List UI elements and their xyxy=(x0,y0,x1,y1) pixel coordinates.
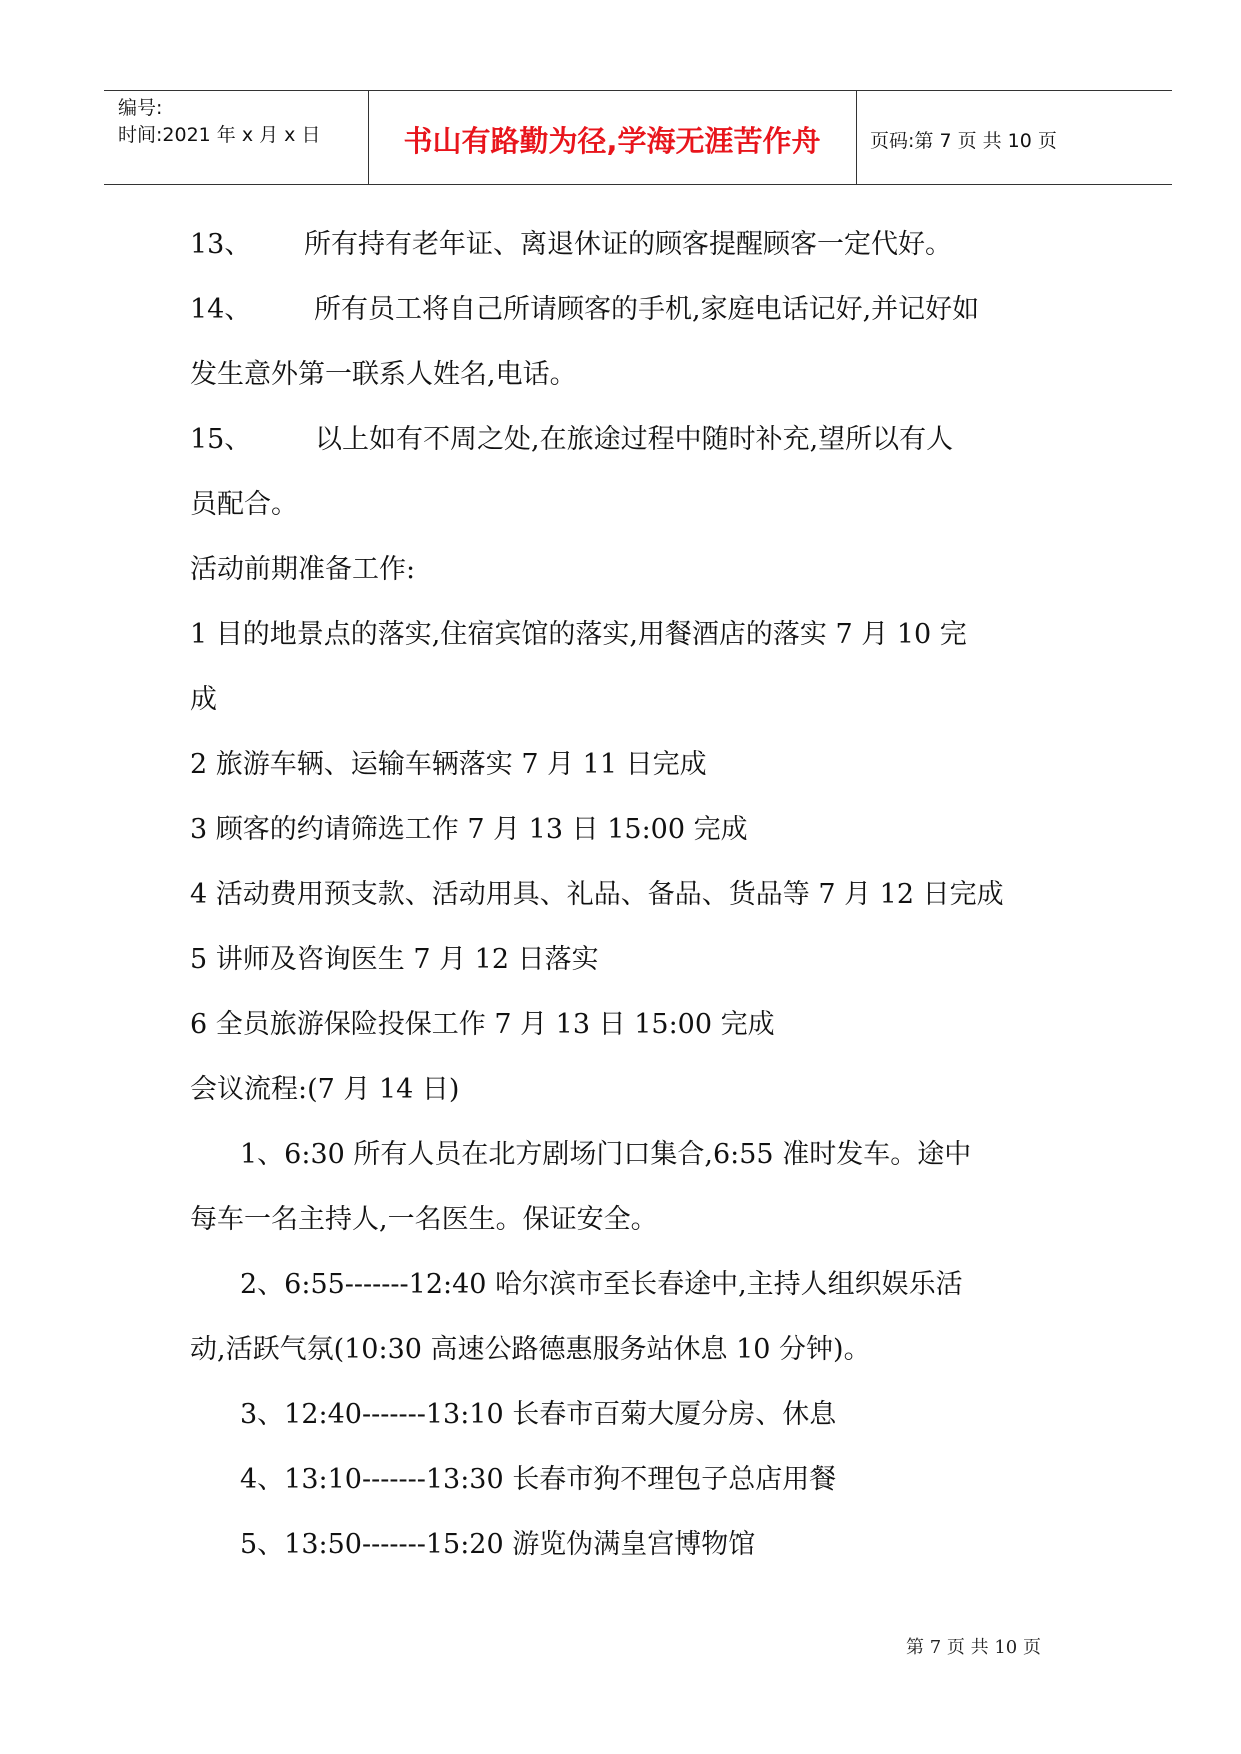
item-text: 所有持有老年证、离退休证的顾客提醒顾客一定代好。 xyxy=(304,229,952,260)
item-text: 所有员工将自己所请顾客的手机,家庭电话记好,并记好如 xyxy=(314,294,980,325)
list-item-14-continued: 发生意外第一联系人姓名,电话。 xyxy=(190,359,577,390)
number-label: 编号: xyxy=(118,97,163,119)
prep-item-4: 4 活动费用预支款、活动用具、礼品、备品、货品等 7 月 12 日完成 xyxy=(190,879,1004,910)
list-item-15 xyxy=(190,423,953,457)
motto-text: 书山有路勤为径,学海无涯苦作舟 xyxy=(403,124,821,158)
flow-item-5: 5、13:50-------15:20 游览伪满皇宫博物馆 xyxy=(240,1529,756,1560)
flow-item-2-continued: 动,活跃气氛(10:30 高速公路德惠服务站休息 10 分钟)。 xyxy=(190,1334,871,1365)
page-label: 页码:第 7 页 共 10 页 xyxy=(870,130,1057,152)
flow-item-3: 3、12:40-------13:10 长春市百菊大厦分房、休息 xyxy=(240,1399,837,1430)
list-item-15-continued: 员配合。 xyxy=(190,489,298,520)
time-label: 时间:2021 年 x 月 x 日 xyxy=(118,124,321,146)
flow-item-1: 1、6:30 所有人员在北方剧场门口集合,6:55 准时发车。途中 xyxy=(240,1139,972,1170)
flow-item-2: 2、6:55-------12:40 哈尔滨市至长春途中,主持人组织娱乐活 xyxy=(240,1269,963,1300)
prep-item-3: 3 顾客的约请筛选工作 7 月 13 日 15:00 完成 xyxy=(190,814,748,845)
prep-item-2: 2 旅游车辆、运输车辆落实 7 月 11 日完成 xyxy=(190,749,707,780)
item-text: 以上如有不周之处,在旅途过程中随时补充,望所以有人 xyxy=(315,424,954,455)
prep-section-title: 活动前期准备工作: xyxy=(190,554,416,585)
item-number: 13、 xyxy=(190,229,252,260)
prep-item-1-continued: 成 xyxy=(190,684,217,715)
flow-section-title: 会议流程:(7 月 14 日) xyxy=(190,1074,460,1105)
flow-item-4: 4、13:10-------13:30 长春市狗不理包子总店用餐 xyxy=(240,1464,837,1495)
page-header xyxy=(104,90,1172,185)
header-page-cell xyxy=(856,91,1172,184)
prep-item-5: 5 讲师及咨询医生 7 月 12 日落实 xyxy=(190,944,599,975)
prep-item-1: 1 目的地景点的落实,住宿宾馆的落实,用餐酒店的落实 7 月 10 完 xyxy=(190,619,967,650)
prep-item-6: 6 全员旅游保险投保工作 7 月 13 日 15:00 完成 xyxy=(190,1009,775,1040)
item-number: 14、 xyxy=(190,294,252,325)
list-item-13 xyxy=(190,228,952,262)
header-meta-cell xyxy=(104,91,369,184)
list-item-14 xyxy=(190,293,979,327)
item-number: 15、 xyxy=(190,424,252,455)
flow-item-1-continued: 每车一名主持人,一名医生。保证安全。 xyxy=(190,1204,658,1235)
header-motto-cell xyxy=(368,91,857,184)
page-footer: 第 7 页 共 10 页 xyxy=(906,1637,1041,1658)
